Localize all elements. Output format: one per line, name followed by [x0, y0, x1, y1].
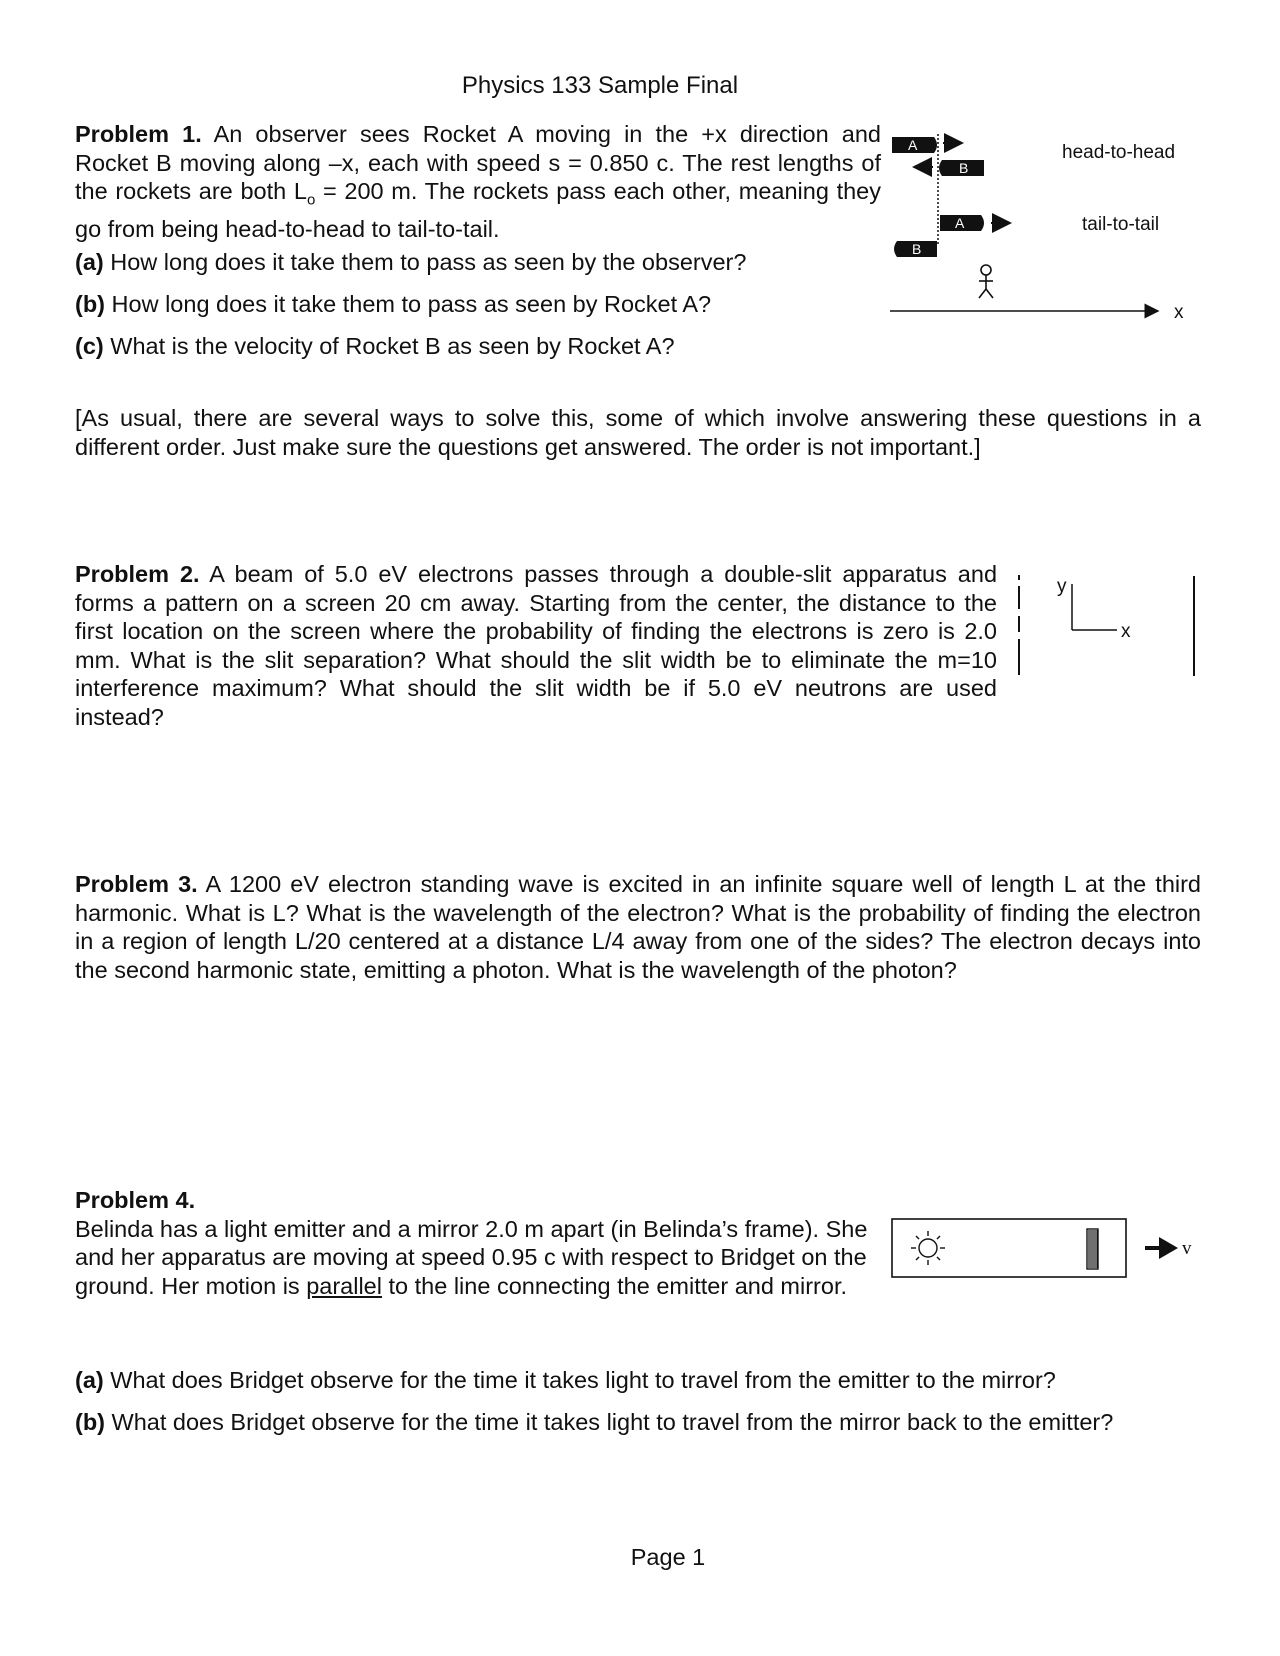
x-axis-label: x — [1174, 302, 1184, 323]
rocket-b-tail — [894, 241, 937, 257]
svg-text:A: A — [955, 215, 965, 231]
problem-3 — [75, 870, 1201, 984]
head-to-head-label: head-to-head — [1062, 142, 1176, 163]
problem-4-question: (a) What does Bridget observe for the time it takes light to travel from the emitter to the mirror? — [75, 1367, 1056, 1393]
problem-4-questions — [75, 1366, 1113, 1436]
emitter-mirror-diagram — [891, 1218, 1211, 1282]
problem-2-statement — [75, 560, 997, 731]
velocity-arrow-icon — [1145, 1237, 1178, 1259]
problem-1-statement — [75, 120, 881, 244]
problem-1-text-pre: An observer sees Rocket A moving in the +x direction and Rocket B moving along –x, each with speed s = 0.850 c. The rest lengths of the rockets are both L — [75, 121, 882, 204]
velocity-label: v — [1182, 1238, 1192, 1259]
problem-3-text: A 1200 eV electron standing wave is excited in an infinite square well of length L at the third harmonic. What is L? What is the wavelength of the electron? What is the probability of finding the electron in a region of length L/20 centered at a distance L/4 away from one of the sides? The electron decays into the second harmonic state, emitting a photon. What is the wavelength of the photon? — [75, 871, 1202, 983]
stick-figure-icon — [979, 265, 993, 298]
problem-1-question: (c) What is the velocity of Rocket B as seen by Rocket A? — [75, 333, 675, 359]
mirror-icon — [1087, 1229, 1098, 1269]
problem-1-text-post: = 200 m. The rockets pass each other, meaning they go from being head-to-head to tail-to-tail. — [75, 178, 881, 243]
page-title: Physics 133 Sample Final — [461, 72, 739, 99]
problem-1 — [75, 120, 881, 244]
parallel-emphasis: parallel — [306, 1272, 382, 1299]
problem-2 — [75, 560, 997, 731]
problem-1-label: Problem 1. — [75, 121, 202, 147]
y-axis-label: y — [1057, 576, 1067, 597]
problem-1-note: [As usual, there are several ways to solve this, some of which involve answering these questions in a different order. Just make sure the questions get answered. The order is not important.] — [75, 405, 1201, 460]
problem-2-label: Problem 2. — [75, 561, 200, 587]
problem-4-label: Problem 4. — [75, 1187, 196, 1213]
problem-2-text: A beam of 5.0 eV electrons passes through a double-slit apparatus and forms a pattern on a screen 20 cm away. Starting from the center, the distance to the first location on the screen where the probability of finding the electrons is zero is 2.0 mm. What is the slit separation? What should the slit width be to eliminate the m=10 interference maximum? What should the slit width be if 5.0 eV neutrons are used instead? — [75, 561, 998, 730]
tail-to-tail-label: tail-to-tail — [1082, 214, 1160, 235]
rocket-b-head — [939, 160, 984, 176]
problem-3-statement — [75, 870, 1201, 984]
x-axis-label: x — [1121, 621, 1131, 642]
sun-icon — [911, 1231, 945, 1265]
problem-4-question: (b) What does Bridget observe for the time it takes light to travel from the mirror back to the emitter? — [75, 1409, 1114, 1435]
problem-4-statement: Belinda has a light emitter and a mirror 2.0 m apart (in Belinda’s frame). She and her apparatus are moving at speed 0.95 c with respect to Bridget on the ground. Her motion is parallel to the line connecting the emitter and mirror. — [75, 1215, 868, 1299]
svg-text:B: B — [959, 160, 969, 176]
problem-3-label: Problem 3. — [75, 871, 198, 897]
rocket-diagram — [890, 128, 1220, 328]
problem-1-questions — [75, 248, 746, 360]
rocket-a-tail — [940, 215, 984, 231]
svg-text:A: A — [908, 137, 918, 153]
page-number: Page 1 — [630, 1544, 706, 1570]
svg-text:B: B — [912, 241, 922, 257]
rocket-a-head — [892, 137, 937, 153]
double-slit-diagram — [1010, 570, 1210, 680]
problem-4 — [75, 1186, 875, 1300]
problem-1-subscript: o — [306, 191, 316, 209]
problem-1-question: (a) How long does it take them to pass as seen by the observer? — [75, 249, 747, 275]
problem-1-question: (b) How long does it take them to pass as seen by Rocket A? — [75, 291, 712, 317]
